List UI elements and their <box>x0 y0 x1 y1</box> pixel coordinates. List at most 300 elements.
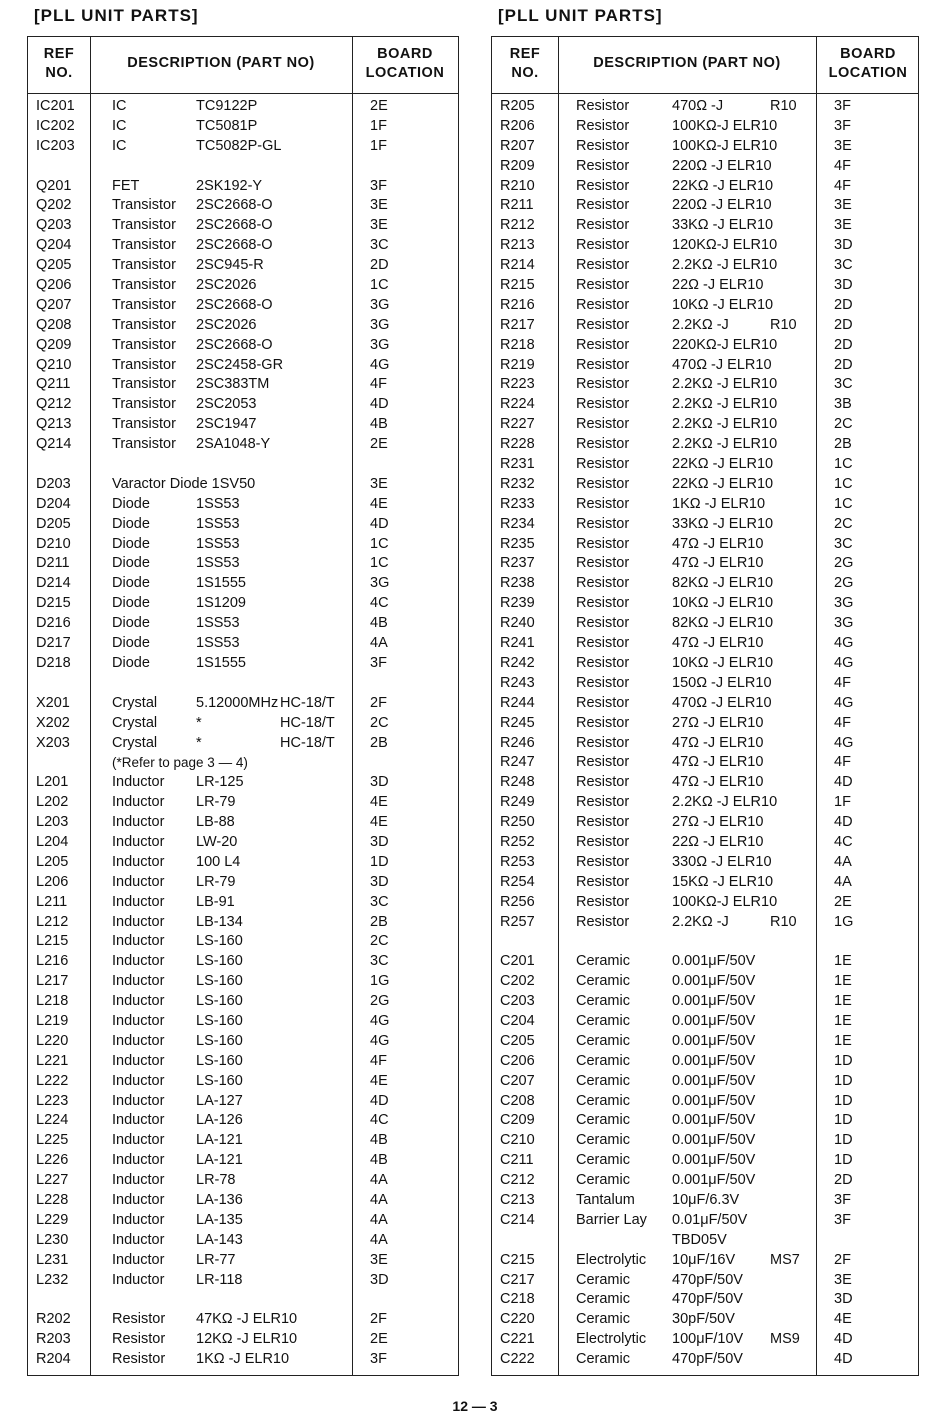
table-row <box>492 614 918 634</box>
table-row <box>28 554 458 574</box>
part-suffix: R10 <box>770 913 797 930</box>
description: Transistor <box>112 277 176 294</box>
ref-no: IC202 <box>36 117 75 134</box>
ref-no: R246 <box>500 734 535 751</box>
part-no: 2SC2668-O <box>196 336 273 353</box>
board-location: 2E <box>370 1331 388 1348</box>
part-suffix: HC-18/T <box>280 714 335 731</box>
description: Inductor <box>112 913 165 930</box>
part-no: 2SC1947 <box>196 416 257 433</box>
table-row <box>492 674 918 694</box>
ref-no: R240 <box>500 615 535 632</box>
board-location: 3D <box>370 1271 389 1288</box>
section-title: [PLL UNIT PARTS] <box>498 6 663 25</box>
table-row <box>492 236 918 256</box>
table-row <box>492 1231 918 1251</box>
board-location: 3C <box>834 535 853 552</box>
ref-no: X203 <box>36 734 70 751</box>
part-no: 0.001μF/50V <box>672 1152 756 1169</box>
board-location: 4B <box>370 416 388 433</box>
description: Diode <box>112 595 150 612</box>
ref-no: R248 <box>500 774 535 791</box>
board-location: 4A <box>370 1211 388 1228</box>
description: Ceramic <box>576 1172 630 1189</box>
ref-no: L201 <box>36 774 69 791</box>
table-row <box>492 196 918 216</box>
part-no: 2.2KΩ -J ELR10 <box>672 257 778 274</box>
table-row <box>28 694 458 714</box>
part-no: LW-20 <box>196 833 238 850</box>
description: Ceramic <box>576 1032 630 1049</box>
part-no: LS-160 <box>196 953 243 970</box>
ref-no: L223 <box>36 1092 69 1109</box>
table-row <box>492 1052 918 1072</box>
part-no: 0.001μF/50V <box>672 1032 756 1049</box>
ref-no: C206 <box>500 1052 535 1069</box>
board-location: 1G <box>834 913 854 930</box>
ref-no: R207 <box>500 137 535 154</box>
board-location: 2D <box>834 1172 853 1189</box>
board-location: 4D <box>834 814 853 831</box>
ref-no: C210 <box>500 1132 535 1149</box>
ref-no: Q211 <box>36 376 71 393</box>
board-location: 2D <box>834 356 853 373</box>
board-location: 2D <box>834 336 853 353</box>
table-row <box>492 1251 918 1271</box>
ref-no: Q203 <box>36 217 72 234</box>
description: Transistor <box>112 296 176 313</box>
part-no: LS-160 <box>196 1012 243 1029</box>
part-suffix: R10 <box>770 98 797 114</box>
board-location: 4F <box>834 674 851 691</box>
table-row <box>492 515 918 535</box>
description: Resistor <box>576 416 630 433</box>
board-location: 1C <box>834 456 853 473</box>
description: Crystal <box>112 714 158 731</box>
table-row <box>492 793 918 813</box>
part-no: 2.2KΩ -J ELR10 <box>672 416 778 433</box>
part-no: LA-136 <box>196 1191 243 1208</box>
table-row <box>492 753 918 773</box>
table-row <box>492 1072 918 1092</box>
description: Resistor <box>576 336 630 353</box>
description: Inductor <box>112 774 165 791</box>
part-no: 1KΩ -J ELR10 <box>196 1351 290 1368</box>
ref-no: L212 <box>36 913 69 930</box>
description: Electrolytic <box>576 1251 647 1268</box>
header-board-location: BOARD LOCATION <box>828 46 908 81</box>
table-row <box>492 535 918 555</box>
description: Resistor <box>576 237 630 254</box>
board-location: 2D <box>834 296 853 313</box>
description: Transistor <box>112 257 176 274</box>
part-no: * <box>196 714 202 731</box>
page-number: 12 — 3 <box>452 1398 498 1414</box>
board-location: 1D <box>370 853 389 870</box>
description: Resistor <box>576 376 630 393</box>
part-no: 22Ω -J ELR10 <box>672 833 764 850</box>
ref-no: C213 <box>500 1191 535 1208</box>
board-location: 4A <box>370 1231 388 1248</box>
description: Inductor <box>112 1251 165 1268</box>
part-no: 470pF/50V <box>672 1271 743 1288</box>
ref-no: R257 <box>500 913 535 930</box>
board-location: 4F <box>370 1052 387 1069</box>
parts-table <box>27 36 459 1376</box>
ref-no: L229 <box>36 1211 69 1228</box>
part-no: 0.001μF/50V <box>672 1012 756 1029</box>
part-no: 150Ω -J ELR10 <box>672 674 772 691</box>
part-no: 0.001μF/50V <box>672 1052 756 1069</box>
table-row <box>28 1271 458 1291</box>
ref-no: R204 <box>36 1351 71 1368</box>
table-row <box>492 1191 918 1211</box>
table-row <box>492 1111 918 1131</box>
ref-no: L227 <box>36 1172 69 1189</box>
header-board-location: BOARD LOCATION <box>365 46 445 81</box>
part-suffix: MS7 <box>770 1251 800 1268</box>
description: Resistor <box>576 893 630 910</box>
table-row <box>28 196 458 216</box>
board-location: 4G <box>370 1012 390 1029</box>
ref-no: Q207 <box>36 296 72 313</box>
description: Resistor <box>112 1311 166 1328</box>
description: Diode <box>112 575 150 592</box>
table-row <box>492 634 918 654</box>
description: Barrier Lay <box>576 1211 647 1228</box>
ref-no: R253 <box>500 853 535 870</box>
board-location: 1C <box>834 475 853 492</box>
table-row <box>28 177 458 197</box>
board-location: 2E <box>370 436 388 453</box>
table-row <box>28 1111 458 1131</box>
board-location: 3F <box>370 654 387 671</box>
table-row <box>492 1211 918 1231</box>
ref-no: R209 <box>500 157 535 174</box>
ref-no: R232 <box>500 475 535 492</box>
board-location: 3F <box>370 177 387 194</box>
description: Inductor <box>112 794 165 811</box>
ref-no: D214 <box>36 575 71 592</box>
description: Transistor <box>112 376 176 393</box>
description: Ceramic <box>576 1152 630 1169</box>
ref-no: D211 <box>36 555 70 572</box>
description: Resistor <box>576 873 630 890</box>
table-row <box>28 1131 458 1151</box>
table-row <box>28 336 458 356</box>
ref-no: C204 <box>500 1012 535 1029</box>
description: Resistor <box>576 575 630 592</box>
table-row <box>28 1310 458 1330</box>
ref-no: C222 <box>500 1351 535 1368</box>
table-row <box>492 1310 918 1330</box>
part-no: LS-160 <box>196 1032 243 1049</box>
board-location: 4G <box>834 635 854 652</box>
board-location: 4D <box>834 1351 853 1368</box>
part-no: 0.001μF/50V <box>672 973 756 990</box>
table-row <box>492 654 918 674</box>
description: Ceramic <box>576 1072 630 1089</box>
board-location: 3E <box>834 197 852 214</box>
part-no: 100KΩ-J ELR10 <box>672 137 778 154</box>
part-no: LR-79 <box>196 794 236 811</box>
board-location: 4E <box>370 794 388 811</box>
description: Inductor <box>112 1072 165 1089</box>
part-no: 100μF/10V <box>672 1331 744 1348</box>
description: Resistor <box>576 754 630 771</box>
description: IC <box>112 117 127 134</box>
board-location: 2C <box>370 714 389 731</box>
board-location: 1F <box>834 794 851 811</box>
board-location: 4C <box>370 595 389 612</box>
part-no: 2.2KΩ -J ELR10 <box>672 794 778 811</box>
table-row <box>28 356 458 376</box>
part-no: LR-118 <box>196 1271 243 1288</box>
ref-no: R206 <box>500 117 535 134</box>
description: Diode <box>112 495 150 512</box>
ref-no: C220 <box>500 1311 535 1328</box>
table-rows <box>492 97 918 1370</box>
board-location: 4F <box>834 177 851 194</box>
table-row <box>28 137 458 157</box>
board-location: 2D <box>370 257 389 274</box>
board-location: 3C <box>370 953 389 970</box>
table-row <box>492 117 918 137</box>
part-no: 10KΩ -J ELR10 <box>672 595 774 612</box>
description: Ceramic <box>576 1092 630 1109</box>
ref-no: R223 <box>500 376 535 393</box>
part-no: 2SK192-Y <box>196 177 263 194</box>
description: Inductor <box>112 953 165 970</box>
ref-no: R211 <box>500 197 534 214</box>
table-row <box>492 1151 918 1171</box>
table-row <box>492 734 918 754</box>
table-row <box>28 893 458 913</box>
board-location: 3D <box>834 277 853 294</box>
ref-no: R217 <box>500 316 535 333</box>
part-no: 470pF/50V <box>672 1351 743 1368</box>
description: Ceramic <box>576 1311 630 1328</box>
part-no: 47Ω -J ELR10 <box>672 555 764 572</box>
table-row <box>492 256 918 276</box>
table-row <box>28 97 458 117</box>
ref-no: Q201 <box>36 177 72 194</box>
ref-no: R205 <box>500 98 535 114</box>
table-row <box>492 1171 918 1191</box>
ref-no: L225 <box>36 1132 69 1149</box>
ref-no: D215 <box>36 595 71 612</box>
description: Ceramic <box>576 1271 630 1288</box>
part-no: 1S1555 <box>196 654 246 671</box>
table-row <box>28 813 458 833</box>
part-no: LB-91 <box>196 893 235 910</box>
ref-no: R224 <box>500 396 535 413</box>
table-row <box>492 1032 918 1052</box>
ref-no: L204 <box>36 833 69 850</box>
description: Resistor <box>576 674 630 691</box>
ref-no: R254 <box>500 873 535 890</box>
board-location: 2F <box>370 1311 387 1328</box>
table-row <box>28 972 458 992</box>
ref-no: R203 <box>36 1331 71 1348</box>
blank-row <box>28 1290 458 1310</box>
part-no: LA-135 <box>196 1211 243 1228</box>
table-row <box>28 833 458 853</box>
table-row <box>28 1211 458 1231</box>
part-no: 47Ω -J ELR10 <box>672 535 764 552</box>
ref-no: C205 <box>500 1032 535 1049</box>
blank-row <box>492 932 918 952</box>
board-location: 3E <box>834 217 852 234</box>
part-no: 0.001μF/50V <box>672 1072 756 1089</box>
table-note <box>28 753 458 773</box>
table-row <box>492 1290 918 1310</box>
part-no: 2SC2026 <box>196 316 257 333</box>
description: Inductor <box>112 1231 165 1248</box>
ref-no: R212 <box>500 217 535 234</box>
board-location: 4B <box>370 1132 388 1149</box>
board-location: 1D <box>834 1132 853 1149</box>
table-row <box>492 356 918 376</box>
ref-no: D210 <box>36 535 71 552</box>
ref-no: Q208 <box>36 316 72 333</box>
description: Resistor <box>576 495 630 512</box>
table-row <box>28 614 458 634</box>
board-location: 3E <box>370 217 388 234</box>
board-location: 2C <box>834 515 853 532</box>
description: Tantalum <box>576 1191 635 1208</box>
part-no: 1S1555 <box>196 575 246 592</box>
part-no: LS-160 <box>196 933 243 950</box>
table-row <box>28 1072 458 1092</box>
part-no: 2.2KΩ -J ELR10 <box>672 436 778 453</box>
ref-no: R215 <box>500 277 535 294</box>
description: Electrolytic <box>576 1331 647 1348</box>
table-row <box>28 435 458 455</box>
table-row <box>28 515 458 535</box>
description: Crystal <box>112 694 158 711</box>
description: Resistor <box>576 98 630 114</box>
board-location: 4D <box>834 774 853 791</box>
table-row <box>492 833 918 853</box>
ref-no: R231 <box>500 456 535 473</box>
ref-no: C215 <box>500 1251 535 1268</box>
ref-no: R233 <box>500 495 535 512</box>
ref-no: IC203 <box>36 137 75 154</box>
blank-row <box>28 674 458 694</box>
description: Diode <box>112 654 150 671</box>
part-no: TBD05V <box>672 1231 727 1248</box>
board-location: 3F <box>834 117 851 134</box>
part-no: 0.001μF/50V <box>672 993 756 1010</box>
table-row <box>492 694 918 714</box>
description: Transistor <box>112 356 176 373</box>
part-no: LR-79 <box>196 873 236 890</box>
table-row <box>28 1330 458 1350</box>
board-location: 1D <box>834 1152 853 1169</box>
board-location: 4G <box>834 734 854 751</box>
board-location: 2C <box>834 416 853 433</box>
part-no: 47Ω -J ELR10 <box>672 774 764 791</box>
description: Crystal <box>112 734 158 751</box>
table-row <box>492 395 918 415</box>
board-location: 4E <box>370 814 388 831</box>
board-location: 4A <box>834 873 852 890</box>
board-location: 4G <box>370 1032 390 1049</box>
part-suffix: HC-18/T <box>280 734 335 751</box>
table-row <box>28 316 458 336</box>
description: Resistor <box>576 535 630 552</box>
description: Resistor <box>112 1351 166 1368</box>
board-location: 4F <box>834 714 851 731</box>
table-row <box>492 1012 918 1032</box>
part-no: 100 L4 <box>196 853 241 870</box>
table-header <box>492 37 918 94</box>
board-location: 3F <box>834 1191 851 1208</box>
section-title: [PLL UNIT PARTS] <box>34 6 199 25</box>
part-no: 220Ω -J ELR10 <box>672 197 772 214</box>
part-no: 10KΩ -J ELR10 <box>672 654 774 671</box>
board-location: 1E <box>834 1032 852 1049</box>
table-row <box>28 1350 458 1370</box>
table-row <box>492 375 918 395</box>
board-location: 1C <box>370 555 389 572</box>
ref-no: R213 <box>500 237 535 254</box>
table-header <box>28 37 458 94</box>
ref-no: L226 <box>36 1152 69 1169</box>
table-row <box>28 395 458 415</box>
ref-no: L203 <box>36 814 69 831</box>
ref-no: D205 <box>36 515 71 532</box>
ref-no: X202 <box>36 714 70 731</box>
ref-no: R202 <box>36 1311 71 1328</box>
board-location: 3G <box>834 615 854 632</box>
ref-no: L228 <box>36 1191 69 1208</box>
description: Ceramic <box>576 1052 630 1069</box>
description: Ceramic <box>576 973 630 990</box>
part-no: 82KΩ -J ELR10 <box>672 615 774 632</box>
board-location: 2F <box>370 694 387 711</box>
board-location: 3G <box>370 575 390 592</box>
board-location: 4E <box>370 1072 388 1089</box>
part-suffix: R10 <box>770 316 797 333</box>
ref-no: L202 <box>36 794 69 811</box>
header-ref: REF NO. <box>509 46 541 81</box>
description: Ceramic <box>576 993 630 1010</box>
description: Inductor <box>112 893 165 910</box>
part-no: 470Ω -J <box>672 98 724 114</box>
part-no: TC5082P-GL <box>196 137 282 154</box>
table-row <box>28 873 458 893</box>
ref-no: C208 <box>500 1092 535 1109</box>
board-location: 1C <box>370 277 389 294</box>
board-location: 3E <box>370 475 388 492</box>
description: Inductor <box>112 853 165 870</box>
part-no: LA-126 <box>196 1112 243 1129</box>
part-no: LA-121 <box>196 1132 243 1149</box>
ref-no: D218 <box>36 654 71 671</box>
board-location: 4B <box>370 1152 388 1169</box>
part-no: 0.001μF/50V <box>672 1172 756 1189</box>
board-location: 3D <box>834 237 853 254</box>
ref-no: R210 <box>500 177 535 194</box>
ref-no: L220 <box>36 1032 69 1049</box>
description: Inductor <box>112 1152 165 1169</box>
part-no: 22KΩ -J ELR10 <box>672 177 774 194</box>
description: Ceramic <box>576 1351 630 1368</box>
board-location: 3F <box>834 98 851 114</box>
board-location: 2G <box>834 575 854 592</box>
